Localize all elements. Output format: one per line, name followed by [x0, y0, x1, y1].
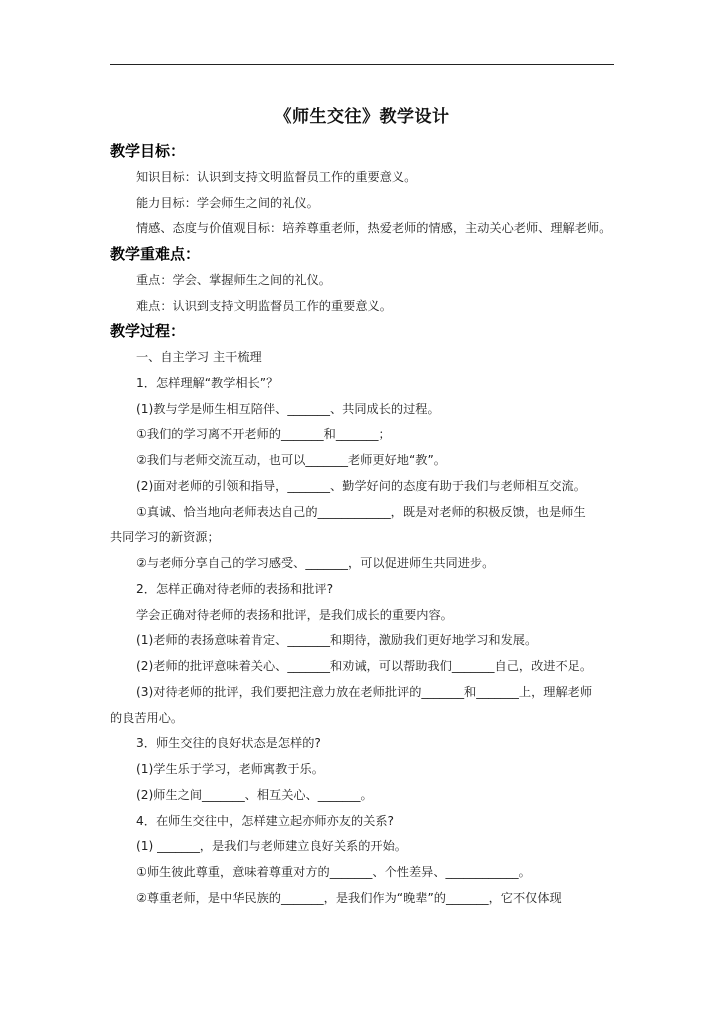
- paragraph-line: 情感、态度与价值观目标：培养尊重老师，热爱老师的情感，主动关心老师、理解老师。: [136, 221, 612, 236]
- paragraph-line: 知识目标：认识到支持文明监督员工作的重要意义。: [136, 169, 417, 184]
- section-heading: 教学重难点：: [110, 245, 201, 263]
- document-title: 《师生交往》教学设计: [274, 107, 450, 127]
- header-rule: [110, 64, 614, 65]
- paragraph-line: 1．怎样理解“教学相长”？: [136, 375, 279, 390]
- paragraph-line: ①真诚、恰当地向老师表达自己的____________，既是对老师的积极反馈，也是师生: [136, 504, 586, 519]
- paragraph-line: (2)面对老师的引领和指导，_______、勤学好问的态度有助于我们与老师相互交流。: [136, 478, 586, 493]
- paragraph-line: 共同学习的新资源；: [110, 530, 220, 545]
- section-heading: 教学目标：: [110, 142, 186, 160]
- paragraph-line: 重点：学会、掌握师生之间的礼仪。: [136, 272, 331, 287]
- paragraph-line: ①我们的学习离不开老师的_______和_______；: [136, 427, 391, 442]
- paragraph-line: ①师生彼此尊重，意味着尊重对方的_______、个性差异、____________。: [136, 865, 531, 879]
- paragraph-line: (2)老师的批评意味着关心、_______和劝诫，可以帮助我们_______自己，改进不足。: [136, 659, 593, 673]
- paragraph-line: (1)学生乐于学习，老师寓教于乐。: [136, 762, 324, 776]
- paragraph-line: 4．在师生交往中，怎样建立起亦师亦友的关系?: [136, 813, 394, 828]
- paragraph-line: 3．师生交往的良好状态是怎样的?: [136, 736, 321, 751]
- paragraph-line: 学会正确对待老师的表扬和批评，是我们成长的重要内容。: [136, 607, 453, 622]
- paragraph-line: ②尊重老师，是中华民族的_______，是我们作为“晚辈”的_______，它不仅体现: [136, 890, 562, 905]
- paragraph-line: (2)师生之间_______、相互关心、_______。: [136, 787, 373, 802]
- paragraph-line: ②我们与老师交流互动，也可以_______老师更好地“教”。: [136, 453, 446, 467]
- paragraph-line: 2．怎样正确对待老师的表扬和批评?: [136, 581, 334, 596]
- paragraph-line: 能力目标：学会师生之间的礼仪。: [136, 195, 319, 210]
- paragraph-line: (3)对待老师的批评，我们要把注意力放在老师批评的_______和_______上，理解老师: [136, 684, 593, 699]
- paragraph-line: ②与老师分享自己的学习感受、_______，可以促进师生共同进步。: [136, 556, 495, 570]
- paragraph-line: (1) _______，是我们与老师建立良好关系的开始。: [136, 839, 407, 854]
- section-heading: 教学过程：: [110, 322, 186, 341]
- paragraph-line: 的良苦用心。: [110, 710, 184, 725]
- paragraph-line: 一、自主学习 主干梳理: [136, 350, 262, 364]
- paragraph-line: (1)教与学是师生相互陪伴、_______、共同成长的过程。: [136, 401, 440, 416]
- paragraph-line: 难点：认识到支持文明监督员工作的重要意义。: [136, 298, 392, 313]
- paragraph-line: (1)老师的表扬意味着肯定、_______和期待，激励我们更好地学习和发展。: [136, 633, 538, 648]
- document-body: [110, 139, 620, 912]
